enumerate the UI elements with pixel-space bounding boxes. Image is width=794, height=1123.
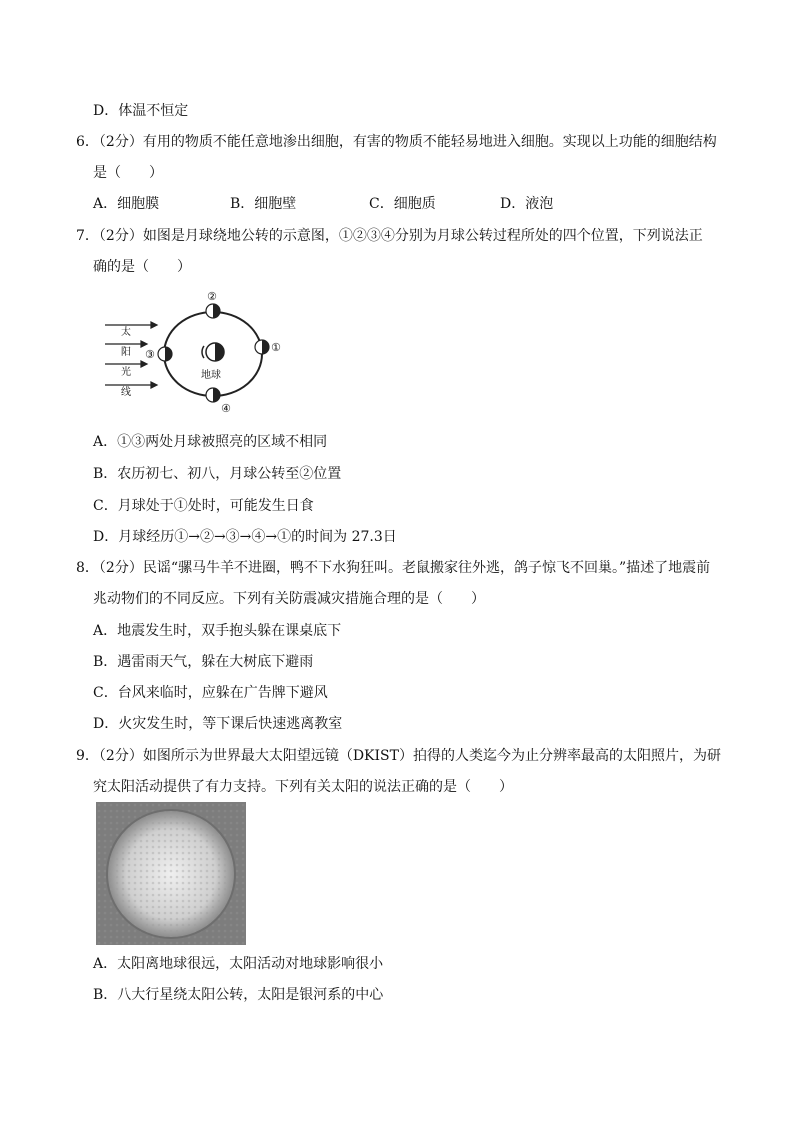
moon-position-2-icon: [206, 304, 220, 318]
q8-option-b: B．遇雷雨天气，躲在大树底下避雨: [93, 654, 314, 670]
q7-stem-line2: 确的是（ ）: [93, 259, 191, 275]
q9-stem-line1: 9．（2分）如图所示为世界最大太阳望远镜（DKIST）拍得的人类迄今为止分辨率最高的太阳照片，为研: [76, 748, 721, 764]
q7-option-b: B．农历初七、初八，月球公转至②位置: [93, 466, 342, 482]
moon-position-3-icon: [158, 347, 172, 361]
q5-option-d: D．体温不恒定: [93, 103, 189, 119]
q7-stem-line1: 7．（2分）如图是月球绕地公转的示意图，①②③④分别为月球公转过程所处的四个位置，下列说法正: [76, 228, 703, 244]
q8-stem-line2: 兆动物们的不同反应。下列有关防震减灾措施合理的是（ ）: [93, 591, 485, 607]
q6-options: [0, 194, 794, 214]
sunlight-label-1: 太: [121, 327, 131, 338]
q9-option-b: B．八大行星绕太阳公转，太阳是银河系的中心: [93, 987, 384, 1003]
q6-option-a: A．细胞膜: [93, 196, 160, 212]
q7-option-c: C．月球处于①处时，可能发生日食: [93, 498, 314, 514]
position-label-1: ①: [271, 341, 281, 354]
q9-stem-line2: 究太阳活动提供了有力支持。下列有关太阳的说法正确的是（ ）: [93, 779, 513, 795]
q8-option-a: A．地震发生时，双手抱头躲在课桌底下: [93, 623, 342, 639]
sunlight-label-4: 线: [121, 387, 131, 398]
sunlight-label-3: 光: [121, 367, 131, 378]
position-label-3: ③: [145, 348, 155, 361]
moon-orbit-diagram: [93, 288, 293, 418]
q6-stem-line1: 6．（2分）有用的物质不能任意地渗出细胞，有害的物质不能轻易地进入细胞。实现以上功能的细胞结构: [76, 134, 717, 150]
q9-option-a: A．太阳离地球很远，太阳活动对地球影响很小: [93, 956, 384, 972]
position-label-4: ④: [221, 402, 231, 415]
sunlight-label-2: 阳: [121, 347, 131, 358]
q6-stem-line2: 是（ ）: [93, 165, 163, 181]
q6-option-b: B．细胞壁: [230, 196, 297, 212]
q7-option-d: D．月球经历①→②→③→④→①的时间为 27.3日: [93, 529, 397, 545]
earth-icon: [202, 343, 224, 361]
earth-label: 地球: [201, 370, 221, 381]
q6-option-d: D．液泡: [500, 196, 554, 212]
q7-option-a: A．①③两处月球被照亮的区域不相同: [93, 434, 328, 450]
sun-photo: [96, 802, 246, 945]
q8-option-d: D．火灾发生时，等下课后快速逃离教室: [93, 716, 343, 732]
moon-position-4-icon: [206, 388, 220, 402]
position-label-2: ②: [207, 290, 217, 303]
q6-option-c: C．细胞质: [369, 196, 436, 212]
q8-stem-line1: 8．（2分）民谣“骡马牛羊不进圈，鸭不下水狗狂叫。老鼠搬家往外逃，鸽子惊飞不回巢。”描述了地震前: [76, 560, 711, 576]
moon-position-1-icon: [255, 340, 269, 354]
q8-option-c: C．台风来临时，应躲在广告牌下避风: [93, 685, 328, 701]
